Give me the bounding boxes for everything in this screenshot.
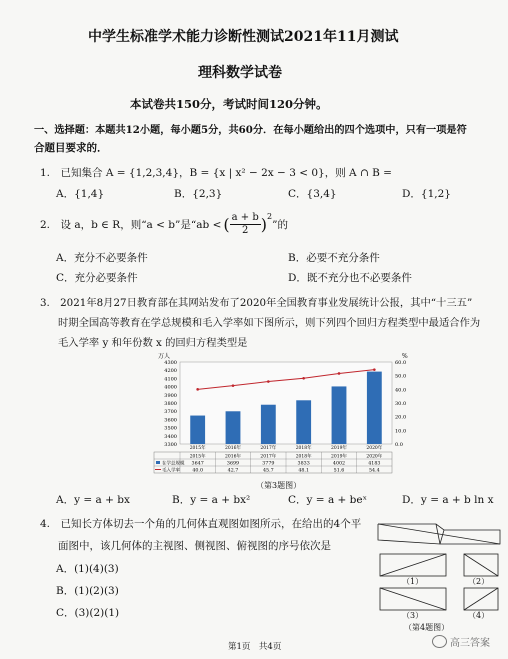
chart-x-tick: 2020年 [366,446,383,451]
chart-y-tick: 3900 [164,392,177,399]
chart-y2-tick: 40.0 [395,387,407,394]
chart-x-tick: 2018年 [295,446,312,451]
chart-table-year: 2017年 [260,454,277,460]
chart-y2-tick: 30.0 [395,401,407,407]
chart-y2-tick: 50.0 [395,373,407,380]
q4-view-2 [464,554,498,576]
chart-legend-bar-label: 在学总规模 [162,461,185,467]
chart-y-tick: 3300 [164,442,177,448]
chart-table-value: 4002 [332,461,346,467]
chart-bar [226,411,241,444]
exam-note: 本试卷共150分，考试时间120分钟。 [130,97,328,111]
q3-option-d: D．y = a + b ln x [402,494,494,506]
chart-x-tick: 2016年 [225,446,241,451]
chart-bar [190,416,205,444]
chart-y-tick: 3800 [164,401,177,407]
chart-plot-area [180,362,392,444]
chart-table-value: 40.0 [192,468,204,474]
watermark-text: 高三答案 [450,638,490,649]
q3-line1: 3. 2021年8月27日教育部在其网站发布了2020年全国教育事业发展统计公报，其中“十三五” [40,297,473,309]
section-heading: 一、选择题：本题共12小题，每小题5分，共60分．在每小题给出的四个选项中，只有一项是符 [34,124,467,136]
chart-table-year: 2020年 [366,454,383,460]
chart-y2-tick: 20.0 [395,414,407,421]
chart-line-point [302,377,305,380]
chart-y-tick: 3600 [164,417,177,424]
page-number: 第1页 共4页 [228,642,282,652]
section-heading-cont: 合题目要求的． [34,142,108,154]
q4-option-c: C．(3)(2)(1) [56,607,120,619]
q4-solid-drawing [378,524,500,544]
chart-y-tick: 4300 [164,360,177,366]
wechat-icon [432,635,447,648]
q4-label-1: （1） [402,577,424,586]
chart-line-point [267,380,270,383]
q3-line2: 时期全国高等教育在学总规模和毛入学率如下图所示，则下列四个回归方程类型中最适合作为 [58,317,481,329]
q4-label-4: （4） [468,611,490,620]
q2-option-d: D．既不充分也不必要条件 [288,272,412,284]
chart-y2-tick: 60.0 [395,360,407,366]
chart-table-value: 42.7 [227,468,239,474]
chart-table-value: 48.1 [298,468,310,474]
q3-option-a: A．y = a + bx [56,494,130,506]
q4-option-b: B．(1)(2)(3) [56,585,119,597]
chart-y-tick: 4200 [164,368,177,375]
q2-stem-end: ”的 [272,219,288,231]
q2-stem-start: 2. 设 a，b ∈ R，则“a < b”是“ab < [40,219,222,231]
q1-option-d: D．{1,2} [402,188,451,200]
chart-x-tick: 2019年 [331,446,347,451]
q4-caption: （第4题图） [404,623,450,632]
chart-table-value: 3647 [191,461,204,467]
chart-line-point [196,388,199,391]
exam-subtitle: 理科数学试卷 [198,65,282,81]
q2-stem: 2. 设 a，b ∈ R，则“a < b”是“ab < ( $\frac{a + b}{2}$ ) $^2$ ”的 [40,212,288,236]
q2-exponent: 2 [266,212,273,221]
chart-x-tick: 2017年 [260,446,277,451]
q4-line2: 面图中，该几何体的主视图、侧视图、俯视图的序号依次是 [58,540,331,552]
chart-y-tick: 4000 [164,384,177,391]
chart-table-value: 3779 [262,461,275,467]
chart-bar [367,372,382,444]
chart-table-year: 2019年 [331,454,347,460]
q4-view-4 [464,588,498,610]
q2-option-a: A．充分不必要条件 [56,252,148,264]
q4-view-1 [380,554,446,576]
q1-option-a: A．{1,4} [56,188,105,200]
q4-view-3 [380,588,446,610]
q3-option-c: C．y = a + beˣ [288,494,368,506]
chart-bar [332,386,347,444]
exam-title: 中学生标准学术能力诊断性测试2021年11月测试 [88,29,399,45]
chart-bar [296,400,311,444]
chart-table-value: 3699 [226,461,240,467]
q2-option-c: C．充分必要条件 [56,272,138,284]
q4-label-2: （2） [468,577,490,586]
chart-right-unit: % [402,353,408,360]
chart-line-point [373,368,376,371]
chart-table-year: 2016年 [225,454,241,460]
q1-option-c: C．{3,4} [288,188,337,200]
q2-fraction [230,212,261,237]
chart-x-tick: 2015年 [189,446,206,451]
q4-figure [374,514,508,624]
chart-bar [261,405,276,444]
q2-option-b: B．必要不充分条件 [288,252,380,264]
chart-line-point [232,384,235,387]
chart-table-value: 45.7 [262,468,274,474]
chart-table-year: 2018年 [295,454,312,460]
chart-y2-tick: 10.0 [395,428,407,435]
chart-table-value: 4183 [368,461,381,467]
q4-line1: 4. 已知长方体切去一个角的几何体直观图如图所示，在给出的4个平 [40,518,362,530]
chart-table-value: 54.4 [368,468,380,474]
chart-y-tick: 3700 [164,409,177,416]
q2-frac-den: 2 [241,225,249,236]
q4-option-a: A．(1)(4)(3) [56,563,119,575]
q1-stem: 1. 已知集合 A = {1,2,3,4}，B = {x | x² − 2x − 3 < 0}，则 A ∩ B = [40,167,392,179]
q2-frac-num: a + b [231,212,259,223]
q1-option-b: B．{2,3} [174,188,223,200]
chart-table-value: 51.6 [333,468,345,474]
chart-table-value: 3833 [297,461,310,467]
chart-legend-swatch-bar [156,461,160,464]
chart-table-year: 2015年 [189,454,206,460]
q3-line3: 毛入学率 y 和年份数 x 的回归方程类型是 [58,337,248,349]
chart-y-tick: 4100 [164,376,177,383]
watermark [432,634,490,649]
q4-label-3: （3） [402,611,424,620]
q3-option-b: B．y = a + bx² [172,494,251,506]
chart-y-tick: 3400 [164,433,177,440]
q3-chart [152,350,422,478]
q3-caption: （第3题图） [256,481,302,490]
chart-legend-line-label: 毛入学率 [162,468,180,474]
chart-line-point [338,372,341,375]
chart-left-unit: 万人 [158,353,171,360]
chart-y2-tick: 0.0 [395,442,403,448]
chart-y-tick: 3500 [164,425,177,432]
